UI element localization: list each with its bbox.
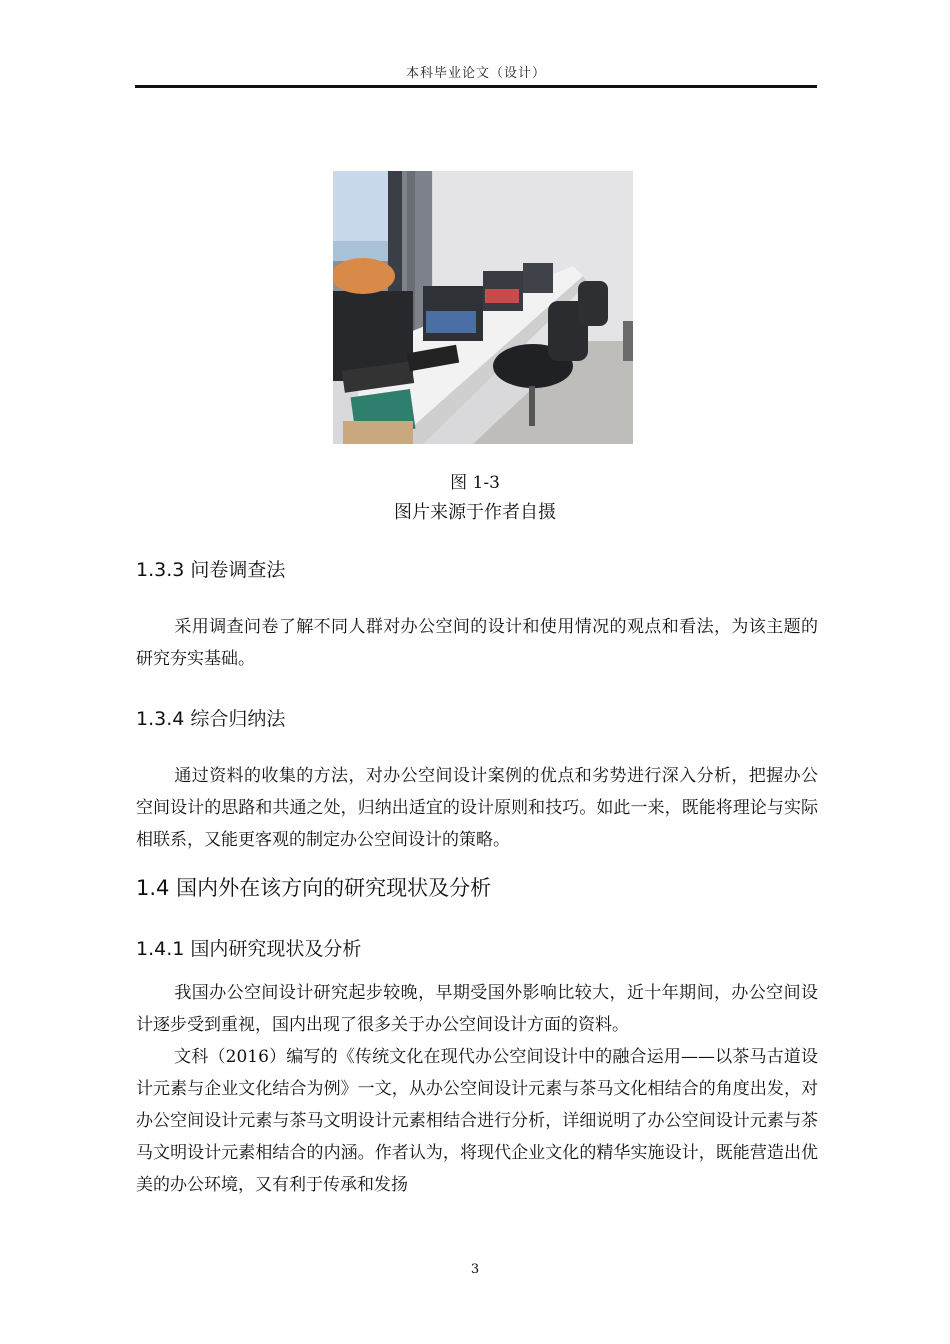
paragraph-text: 我国办公空间设计研究起步较晚，早期受国外影响比较大，近十年期间，办公空间设计逐步受到重视，国内出现了很多关于办公空间设计方面的资料。: [136, 983, 818, 1035]
paragraph-1-3-4: [136, 760, 818, 856]
paragraph-text: 文科（2016）编写的《传统文化在现代办公空间设计中的融合运用——以茶马古道设计元素与企业文化结合为例》一文，从办公空间设计元素与茶马文化相结合的角度出发，对办公空间设计元素与茶马文明设计元素相结合进行分析，详细说明了办公空间设计元素与茶马文明设计元素相结合的内涵。作者认为，将现代企业文化的精华实施设计，既能营造出优美的办公环境，又有利于传承和发扬: [136, 1047, 818, 1195]
paragraph-text: 通过资料的收集的方法，对办公空间设计案例的优点和劣势进行深入分析，把握办公空间设计的思路和共通之处，归纳出适宜的设计原则和技巧。如此一来，既能将理论与实际相联系，又能更客观的制定办公空间设计的策略。: [136, 766, 818, 850]
paragraph-text: 采用调查问卷了解不同人群对办公空间的设计和使用情况的观点和看法，为该主题的研究夯实基础。: [136, 617, 818, 669]
figure-source: 图片来源于作者自摄: [394, 502, 556, 523]
page-number: 3: [470, 1262, 480, 1277]
header-rule: [135, 85, 817, 88]
section-heading-1-4-1: 1.4.1 国内研究现状及分析: [136, 938, 362, 960]
paragraph-1-4-1-b: [136, 1041, 818, 1201]
office-photo: [333, 171, 633, 444]
section-heading-1-4: 1.4 国内外在该方向的研究现状及分析: [136, 876, 492, 900]
section-heading-1-3-4: 1.3.4 综合归纳法: [136, 708, 286, 730]
figure-label: 图 1-3: [450, 473, 500, 493]
paragraph-1-3-3: [136, 611, 818, 675]
running-header: 本科毕业论文（设计）: [405, 66, 546, 81]
section-heading-1-3-3: 1.3.3 问卷调查法: [136, 559, 286, 581]
paragraph-1-4-1-a: [136, 977, 818, 1041]
